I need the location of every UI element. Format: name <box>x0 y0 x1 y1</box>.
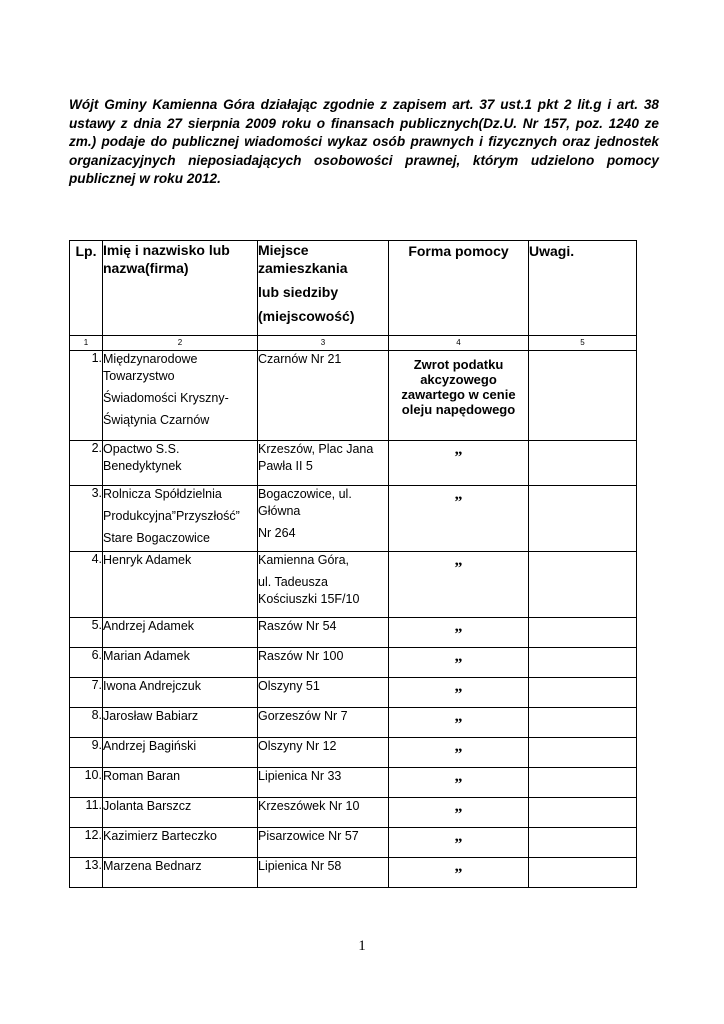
table-row <box>70 738 637 768</box>
notes-cell <box>529 858 637 888</box>
table-row <box>70 486 637 552</box>
recipient-name-line: Jolanta Barszcz <box>103 799 192 813</box>
notes-cell <box>529 486 637 552</box>
recipient-name <box>103 441 258 486</box>
aid-form-text: „ <box>454 552 463 569</box>
recipient-place-line: Bogaczowice, ul. Główna <box>258 487 352 518</box>
header-place-line: Miejsce zamieszkania <box>258 242 348 276</box>
recipient-name-line: Rolnicza Spółdzielnia <box>103 487 222 501</box>
recipient-place-line: Olszyny 51 <box>258 679 320 693</box>
column-number: 5 <box>529 336 637 351</box>
column-number: 2 <box>103 336 258 351</box>
header-form: Forma pomocy <box>389 241 529 336</box>
recipient-place-line: Kamienna Góra, <box>258 553 350 567</box>
recipient-place-line: Lipienica Nr 58 <box>258 859 342 873</box>
notes-cell <box>529 648 637 678</box>
aid-form <box>389 768 529 798</box>
recipient-name-line: Produkcyjna”Przyszłość” <box>103 509 240 523</box>
recipient-place <box>258 858 389 888</box>
aid-form <box>389 678 529 708</box>
row-number: 3. <box>70 486 103 552</box>
recipient-place <box>258 738 389 768</box>
recipient-name <box>103 708 258 738</box>
row-number: 4. <box>70 552 103 618</box>
notes-cell <box>529 618 637 648</box>
header-notes: Uwagi. <box>529 241 637 336</box>
recipient-place <box>258 351 389 441</box>
recipient-name <box>103 351 258 441</box>
row-number: 2. <box>70 441 103 486</box>
header-name: Imię i nazwisko lub nazwa(firma) <box>103 241 258 336</box>
table-row <box>70 768 637 798</box>
recipient-place-line: Gorzeszów Nr 7 <box>258 709 348 723</box>
recipient-place <box>258 708 389 738</box>
recipient-place <box>258 441 389 486</box>
recipient-place <box>258 648 389 678</box>
row-number: 7. <box>70 678 103 708</box>
aid-form <box>389 351 529 441</box>
header-place-line: (miejscowość) <box>258 308 355 324</box>
recipient-name-line: Jarosław Babiarz <box>103 709 199 723</box>
recipient-place-line: Nr 264 <box>258 526 296 540</box>
aid-form <box>389 486 529 552</box>
aid-form-text: „ <box>454 798 463 815</box>
recipient-name-line: Stare Bogaczowice <box>103 531 211 545</box>
recipient-name-line: Opactwo S.S. Benedyktynek <box>103 442 182 473</box>
recipient-name <box>103 798 258 828</box>
aid-form-text: „ <box>454 738 463 755</box>
recipient-name-line: Iwona Andrejczuk <box>103 679 201 693</box>
column-number: 1 <box>70 336 103 351</box>
aid-form <box>389 708 529 738</box>
row-number: 13. <box>70 858 103 888</box>
notes-cell <box>529 441 637 486</box>
recipient-name <box>103 678 258 708</box>
table-row <box>70 552 637 618</box>
recipient-name-line: Henryk Adamek <box>103 553 192 567</box>
table-row <box>70 648 637 678</box>
aid-recipients-table <box>69 240 637 888</box>
table-row <box>70 708 637 738</box>
table-row <box>70 828 637 858</box>
notes-cell <box>529 828 637 858</box>
aid-form-text: „ <box>454 768 463 785</box>
aid-form-text: Zwrot podatku akcyzowego zawartego w cenie oleju napędowego <box>401 357 516 417</box>
aid-form-text: „ <box>454 441 463 458</box>
header-place-line: lub siedziby <box>258 284 339 300</box>
recipient-place-line: Olszyny Nr 12 <box>258 739 337 753</box>
notes-cell <box>529 351 637 441</box>
recipient-name-line: Roman Baran <box>103 769 181 783</box>
aid-form <box>389 618 529 648</box>
aid-form <box>389 828 529 858</box>
column-number-row <box>70 336 637 351</box>
recipient-place-line: Raszów Nr 100 <box>258 649 344 663</box>
recipient-name-line: Świątynia Czarnów <box>103 413 210 427</box>
recipient-name-line: Marzena Bednarz <box>103 859 202 873</box>
aid-form <box>389 798 529 828</box>
notes-cell <box>529 798 637 828</box>
recipient-name-line: Andrzej Bagiński <box>103 739 197 753</box>
table-header-row <box>70 241 637 336</box>
table-row <box>70 858 637 888</box>
recipient-name <box>103 486 258 552</box>
recipient-place-line: Krzeszówek Nr 10 <box>258 799 360 813</box>
recipient-name <box>103 648 258 678</box>
recipient-place <box>258 798 389 828</box>
aid-form <box>389 738 529 768</box>
aid-form <box>389 441 529 486</box>
recipient-place-line: ul. Tadeusza Kościuszki 15F/10 <box>258 575 360 606</box>
row-number: 9. <box>70 738 103 768</box>
header-lp: Lp. <box>70 241 103 336</box>
recipient-name-line: Andrzej Adamek <box>103 619 195 633</box>
row-number: 5. <box>70 618 103 648</box>
recipient-name-line: Kazimierz Barteczko <box>103 829 217 843</box>
recipient-place <box>258 552 389 618</box>
recipient-name-line: Marian Adamek <box>103 649 190 663</box>
aid-form-text: „ <box>454 618 463 635</box>
aid-form-text: „ <box>454 708 463 725</box>
recipient-place-line: Lipienica Nr 33 <box>258 769 342 783</box>
recipient-place-line: Raszów Nr 54 <box>258 619 337 633</box>
table-row <box>70 678 637 708</box>
notes-cell <box>529 708 637 738</box>
recipient-name-line: Świadomości Kryszny- <box>103 391 229 405</box>
recipient-place-line: Pisarzowice Nr 57 <box>258 829 359 843</box>
notes-cell <box>529 678 637 708</box>
row-number: 11. <box>70 798 103 828</box>
recipient-name <box>103 768 258 798</box>
aid-form-text: „ <box>454 648 463 665</box>
column-number: 4 <box>389 336 529 351</box>
row-number: 10. <box>70 768 103 798</box>
column-number: 3 <box>258 336 389 351</box>
aid-form <box>389 552 529 618</box>
row-number: 1. <box>70 351 103 441</box>
aid-form-text: „ <box>454 858 463 875</box>
row-number: 12. <box>70 828 103 858</box>
recipient-name-line: Międzynarodowe Towarzystwo <box>103 352 198 383</box>
recipient-name <box>103 552 258 618</box>
notes-cell <box>529 738 637 768</box>
recipient-name <box>103 828 258 858</box>
table-row <box>70 351 637 441</box>
recipient-place <box>258 486 389 552</box>
recipient-place-line: Czarnów Nr 21 <box>258 352 342 366</box>
aid-form-text: „ <box>454 828 463 845</box>
row-number: 6. <box>70 648 103 678</box>
table-row <box>70 618 637 648</box>
recipient-name <box>103 618 258 648</box>
notes-cell <box>529 552 637 618</box>
row-number: 8. <box>70 708 103 738</box>
aid-form-text: „ <box>454 486 463 503</box>
header-place <box>258 241 389 336</box>
intro-paragraph: Wójt Gminy Kamienna Góra działając zgodnie z zapisem art. 37 ust.1 pkt 2 lit.g i art. 38 ustawy z dnia 27 sierpnia 2009 roku o finansach publicznych(Dz.U. Nr 157, poz. 1240 ze zm.) podaje do publicznej wiadomości wykaz osób prawnych i fizycznych oraz jednostek organizacyjnych nieposiadających osobowości prawnej, którym udzielono pomocy publicznej w roku 2012. <box>69 97 659 186</box>
recipient-name <box>103 858 258 888</box>
table-row <box>70 441 637 486</box>
page-number: 1 <box>358 938 366 954</box>
recipient-place <box>258 828 389 858</box>
notes-cell <box>529 768 637 798</box>
aid-form <box>389 648 529 678</box>
recipient-place <box>258 768 389 798</box>
table-row <box>70 798 637 828</box>
recipient-place <box>258 618 389 648</box>
aid-form-text: „ <box>454 678 463 695</box>
recipient-name <box>103 738 258 768</box>
recipient-place-line: Krzeszów, Plac Jana Pawła II 5 <box>258 442 374 473</box>
recipient-place <box>258 678 389 708</box>
aid-form <box>389 858 529 888</box>
